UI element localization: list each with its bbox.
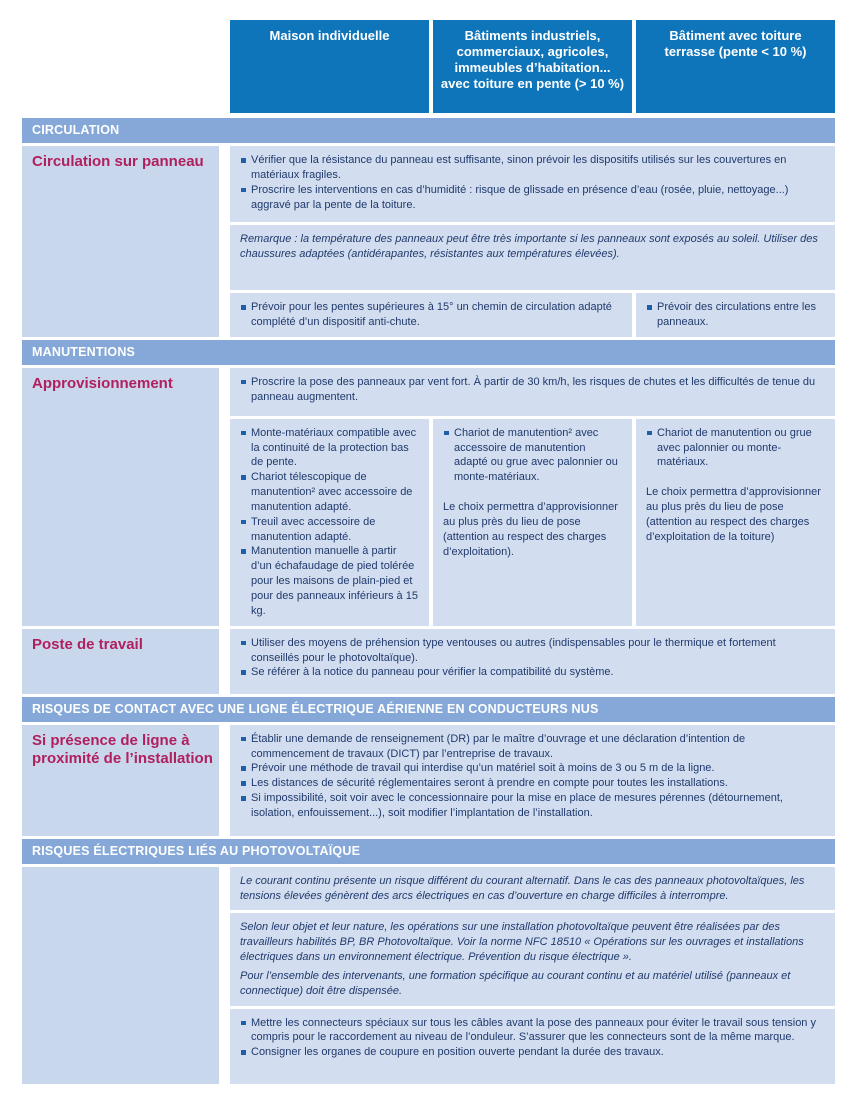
row-presence-de-ligne <box>22 725 835 836</box>
habilitations-text: Selon leur objet et leur nature, les opérations sur une installation photovoltaïque peuvent être réalisées par des travailleurs habilités BP, BR Photovoltaïque. Voir la norme NFC 18510 « Opérations sur les ouvrages et installations électriques dans un environnement électrique. Prévention du risque électrique ». <box>240 921 804 964</box>
bullet-item: Si impossibilité, soit voir avec le concessionnaire pour la mise en place de mesures pérennes (détournement, isolation, enfouissement...), soit modifier l’implantation de l’installation. <box>240 791 825 821</box>
column-header-batiments-pente: Bâtiments industriels, commerciaux, agricoles, immeubles d’habitation... avec toiture en pente (> 10 %) <box>433 20 632 113</box>
row-label-poste-de-travail: Poste de travail <box>22 629 219 694</box>
bullet-item: Monte-matériaux compatible avec la continuité de la protection bas de pente. <box>240 426 419 471</box>
column-header-row <box>230 20 835 113</box>
choice-note: Le choix permettra d’approvisionner au plus près du lieu de pose (attention au respect des charges d’exploitation). <box>443 501 618 558</box>
document-table <box>22 20 835 1084</box>
manutentions-batiments-cell <box>433 419 632 626</box>
presence-de-ligne-cell <box>230 725 835 836</box>
bullet-item: Établir une demande de renseignement (DR) par le maître d’ouvrage et une déclaration d’intention de commencement de travaux (DICT) par l’entreprise de travaux. <box>240 732 825 762</box>
choice-note: Le choix permettra d’approvisionner au plus près du lieu de pose (attention au respect des charges d’exploitation de la toiture) <box>646 486 821 543</box>
circulation-pente-cell <box>230 293 632 337</box>
section-header-ligne-electrique: RISQUES DE CONTACT AVEC UNE LIGNE ÉLECTRIQUE AÉRIENNE EN CONDUCTEURS NUS <box>22 697 835 722</box>
row-risques-electriques <box>22 867 835 1084</box>
bullet-item: Chariot télescopique de manutention² avec accessoire de manutention adapté. <box>240 470 419 515</box>
column-header-toiture-terrasse: Bâtiment avec toiture terrasse (pente < 10 %) <box>636 20 835 113</box>
manutentions-maison-cell <box>230 419 429 626</box>
circulation-terrasse-cell <box>636 293 835 337</box>
row-label-empty <box>22 867 219 1084</box>
bullet-item: Utiliser des moyens de préhension type ventouses ou autres (indispensables pour le thermique et fortement conseillés pour le photovoltaïque). <box>240 636 825 666</box>
habilitations-cell <box>230 913 835 1005</box>
section-header-manutentions: MANUTENTIONS <box>22 340 835 365</box>
bullet-item: Prévoir des circulations entre les panneaux. <box>646 300 825 330</box>
row-label-presence-de-ligne: Si présence de ligne à proximité de l’installation <box>22 725 219 836</box>
row-approvisionnement <box>22 368 835 626</box>
connecteurs-cell <box>230 1009 835 1084</box>
bullet-item: Prévoir une méthode de travail qui interdise qu’un matériel soit à moins de 3 ou 5 m de la ligne. <box>240 761 825 776</box>
courant-continu-cell: Le courant continu présente un risque différent du courant alternatif. Dans le cas des panneaux photovoltaïques, les tensions élevées génèrent des arcs électriques en cas d’ouverture en charge difficiles à interrompre. <box>230 867 835 911</box>
bullet-item: Les distances de sécurité réglementaires seront à prendre en compte pour toutes les installations. <box>240 776 825 791</box>
bullet-item: Vérifier que la résistance du panneau est suffisante, sinon prévoir les dispositifs utilisés sur les couvertures en matériaux fragiles. <box>240 153 825 183</box>
row-circulation-sur-panneau <box>22 146 835 337</box>
manutentions-vent-cell <box>230 368 835 416</box>
row-label-approvisionnement: Approvisionnement <box>22 368 219 626</box>
bullet-item: Treuil avec accessoire de manutention adapté. <box>240 515 419 545</box>
poste-de-travail-cell <box>230 629 835 694</box>
bullet-item: Chariot de manutention² avec accessoire de manutention adapté ou grue avec palonnier ou monte-matériaux. <box>443 426 622 485</box>
bullet-item: Manutention manuelle à partir d’un échafaudage de pied tolérée pour les maisons de plain-pied et pour des panneaux inférieurs à 15 kg. <box>240 544 419 618</box>
manutentions-terrasse-cell <box>636 419 835 626</box>
bullet-item: Proscrire la pose des panneaux par vent fort. À partir de 30 km/h, les risques de chutes et les difficultés de tenue du panneau augmentent. <box>240 375 825 405</box>
bullet-item: Se référer à la notice du panneau pour vérifier la compatibilité du système. <box>240 665 825 680</box>
section-header-risques-electriques: RISQUES ÉLECTRIQUES LIÉS AU PHOTOVOLTAÏQUE <box>22 839 835 864</box>
column-header-maison: Maison individuelle <box>230 20 429 113</box>
row-poste-de-travail <box>22 629 835 694</box>
circulation-checks-cell <box>230 146 835 222</box>
bullet-item: Mettre les connecteurs spéciaux sur tous les câbles avant la pose des panneaux pour éviter le travail sous tension y compris pour le raccordement au niveau de l’onduleur. S’assurer que les connecteurs sont de la même marque. <box>240 1016 825 1046</box>
bullet-item: Prévoir pour les pentes supérieures à 15° un chemin de circulation adapté complété d’un dispositif anti-chute. <box>240 300 622 330</box>
bullet-item: Chariot de manutention ou grue avec palonnier ou monte-matériaux. <box>646 426 825 471</box>
circulation-remark-cell: Remarque : la température des panneaux peut être très importante si les panneaux sont exposés au soleil. Utiliser des chaussures adaptées (antidérapantes, résistantes aux températures élevées). <box>230 225 835 290</box>
bullet-item: Proscrire les interventions en cas d’humidité : risque de glissade en présence d’eau (rosée, pluie, nettoyage...) aggravé par la pente de la toiture. <box>240 183 825 213</box>
section-header-circulation: CIRCULATION <box>22 118 835 143</box>
bullet-item: Consigner les organes de coupure en position ouverte pendant la durée des travaux. <box>240 1045 825 1060</box>
row-label-circulation-sur-panneau: Circulation sur panneau <box>22 146 219 337</box>
formation-text: Pour l’ensemble des intervenants, une formation spécifique au courant continu et au matériel utilisé (panneaux et connectique) doit être dispensée. <box>240 969 791 997</box>
